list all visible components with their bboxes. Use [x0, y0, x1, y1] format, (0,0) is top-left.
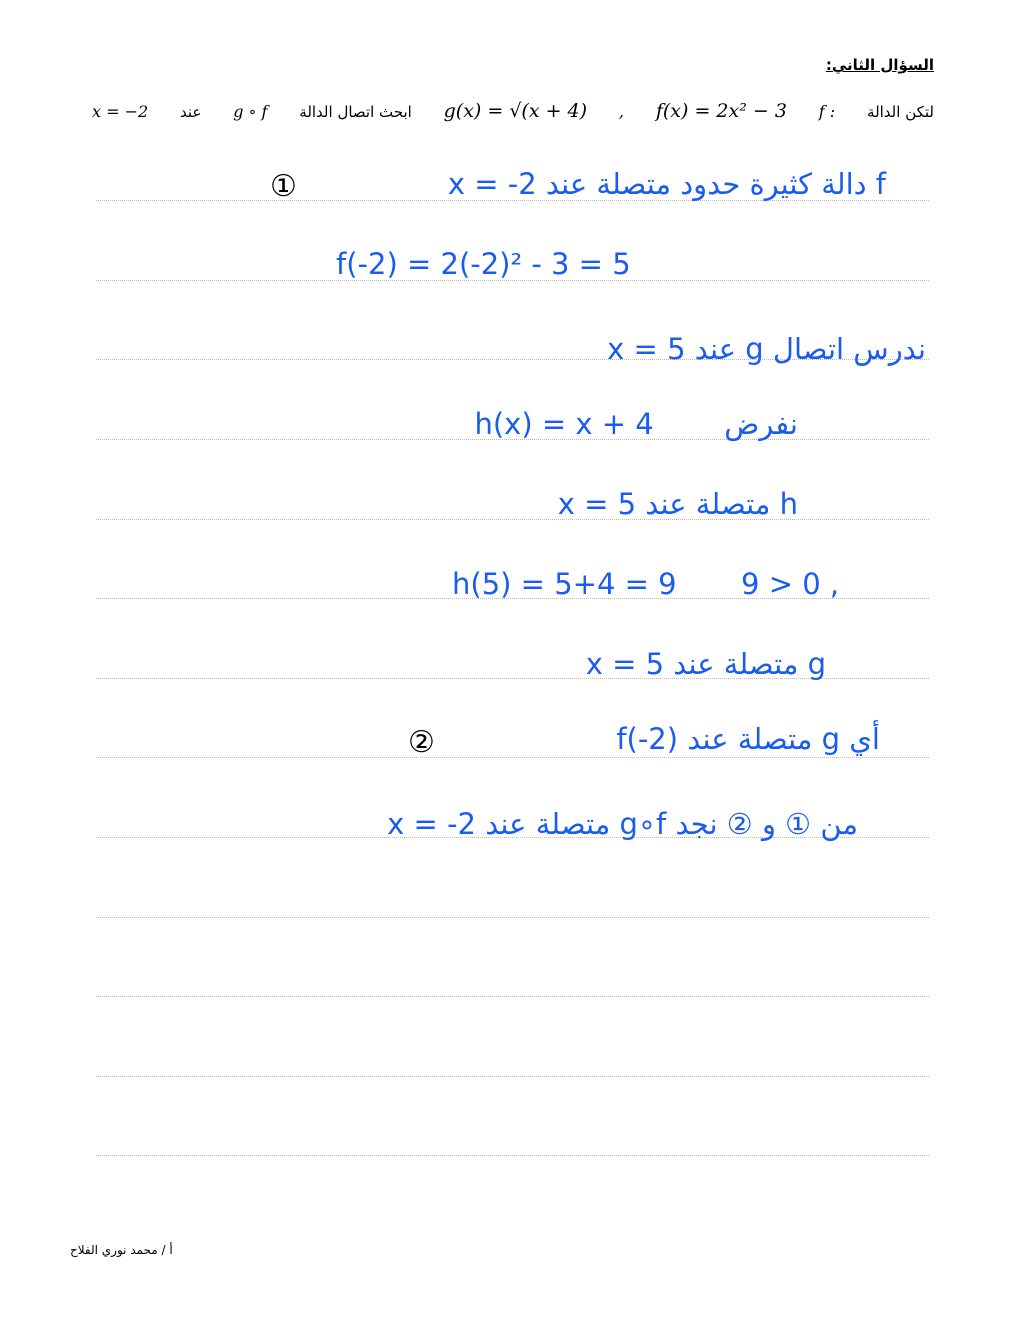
positivity-condition: 9 > 0 ,: [741, 567, 840, 601]
solution-line-3: ندرس اتصال g عند x = 5: [607, 332, 926, 366]
assume-word: نفرض: [724, 407, 798, 441]
rule-line: [96, 917, 929, 918]
question-intro: لتكن الدالة: [867, 103, 934, 121]
solution-line-5: h متصلة عند x = 5: [557, 487, 798, 521]
question-task: ابحث اتصال الدالة: [299, 103, 412, 121]
rule-line: [96, 1155, 929, 1156]
author-credit: أ / محمد نوري الفلاح: [70, 1243, 173, 1257]
function-f-definition: f(x) = 2x² − 3: [655, 100, 787, 122]
at-word: عند: [180, 103, 202, 121]
solution-line-2: f(-2) = 2(-2)² - 3 = 5: [336, 247, 631, 281]
definition-separator: ,: [618, 102, 624, 121]
step-marker-1: ①: [270, 169, 297, 204]
solution-line-1: f دالة كثيرة حدود متصلة عند x = -2: [447, 167, 886, 201]
question-heading: السؤال الثاني:: [825, 56, 934, 74]
solution-line-8: أي g متصلة عند f(-2): [616, 722, 880, 756]
step-marker-2: ②: [408, 725, 435, 760]
function-f-name: f :: [818, 102, 836, 121]
solution-line-7: g متصلة عند x = 5: [585, 647, 826, 681]
composition-symbol: g ∘ f: [233, 102, 268, 121]
solution-line-4: [474, 407, 798, 441]
function-g-definition: g(x) = √(x + 4): [443, 100, 588, 122]
evaluation-point: x = −2: [92, 102, 149, 121]
rule-line: [96, 996, 929, 997]
h-evaluation: h(5) = 5+4 = 9: [452, 567, 677, 601]
rule-line: [96, 519, 929, 520]
solution-line-9: من ① و ② نجد g∘f متصلة عند x = -2: [387, 807, 858, 841]
rule-line: [96, 1076, 929, 1077]
rule-line: [96, 757, 929, 758]
solution-line-6: [452, 567, 840, 601]
h-definition: h(x) = x + 4: [474, 407, 654, 441]
question-statement: [92, 100, 934, 122]
